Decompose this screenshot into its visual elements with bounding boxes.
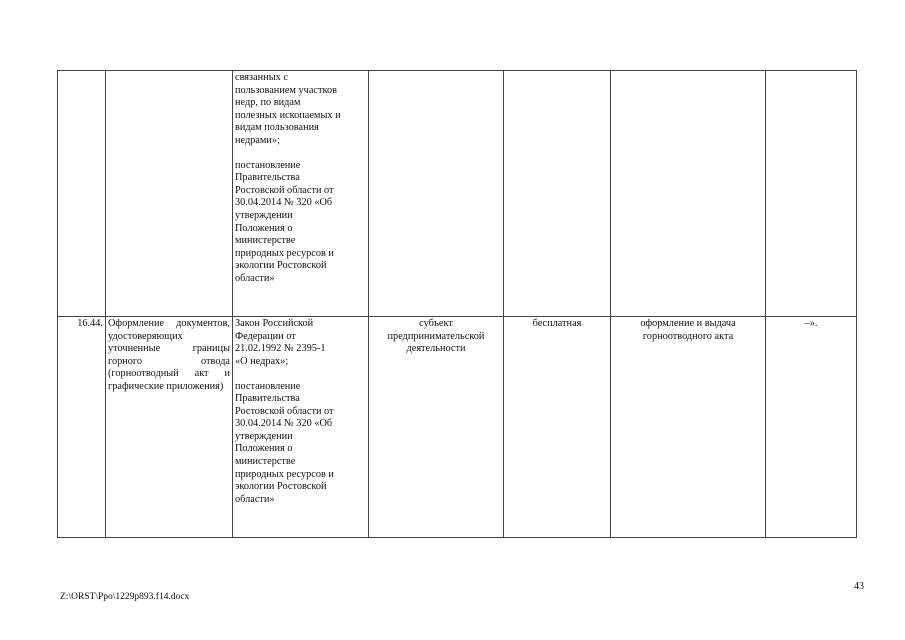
row-number: 16.44.: [77, 318, 103, 329]
cell-result: [611, 71, 766, 317]
cell-note: [766, 71, 857, 317]
cell-number: [58, 317, 106, 538]
note-text: –».: [804, 318, 818, 329]
cell-cost: [504, 71, 611, 317]
legal-basis-text: связанных с пользованием участков недр, по видам полезных ископаемых и видам пользования недрами»; постановление Правительства Ростовской области от 30.04.2014 № 320 «Об утверждении Положения о министерстве природных ресурсов и экологии Ростовской области»: [235, 72, 341, 284]
applicant-text: субъект предпринимательской деятельности: [387, 318, 485, 355]
cell-legal-basis: [233, 317, 369, 538]
cell-number: [58, 71, 106, 317]
table-row: [58, 71, 857, 317]
result-text: оформление и выдача горноотводного акта: [640, 318, 736, 342]
cell-cost: [504, 317, 611, 538]
file-path: Z:\ORST\Ppo\1229p893.f14.docx: [60, 592, 190, 602]
cell-applicant: [369, 317, 504, 538]
cell-result: [611, 317, 766, 538]
cell-note: [766, 317, 857, 538]
legal-basis-text: Закон Российской Федерации от 21.02.1992 № 2395-1 «О недрах»; постановление Правительства Ростовской области от 30.04.2014 № 320 «Об утверждении Положения о министерстве природных ресурсов и экологии Ростовской области»: [235, 318, 334, 505]
document-table: [57, 70, 857, 538]
service-name-text: Оформление документов, удостоверяющих уточненные границы горного отвода (горноотводный акт и графические приложения): [108, 318, 230, 392]
cell-applicant: [369, 71, 504, 317]
cost-text: бесплатная: [532, 318, 582, 329]
cell-service-name: [106, 317, 233, 538]
cell-service-name: [106, 71, 233, 317]
table-row: [58, 317, 857, 538]
page-number: 43: [854, 581, 864, 592]
cell-legal-basis: [233, 71, 369, 317]
